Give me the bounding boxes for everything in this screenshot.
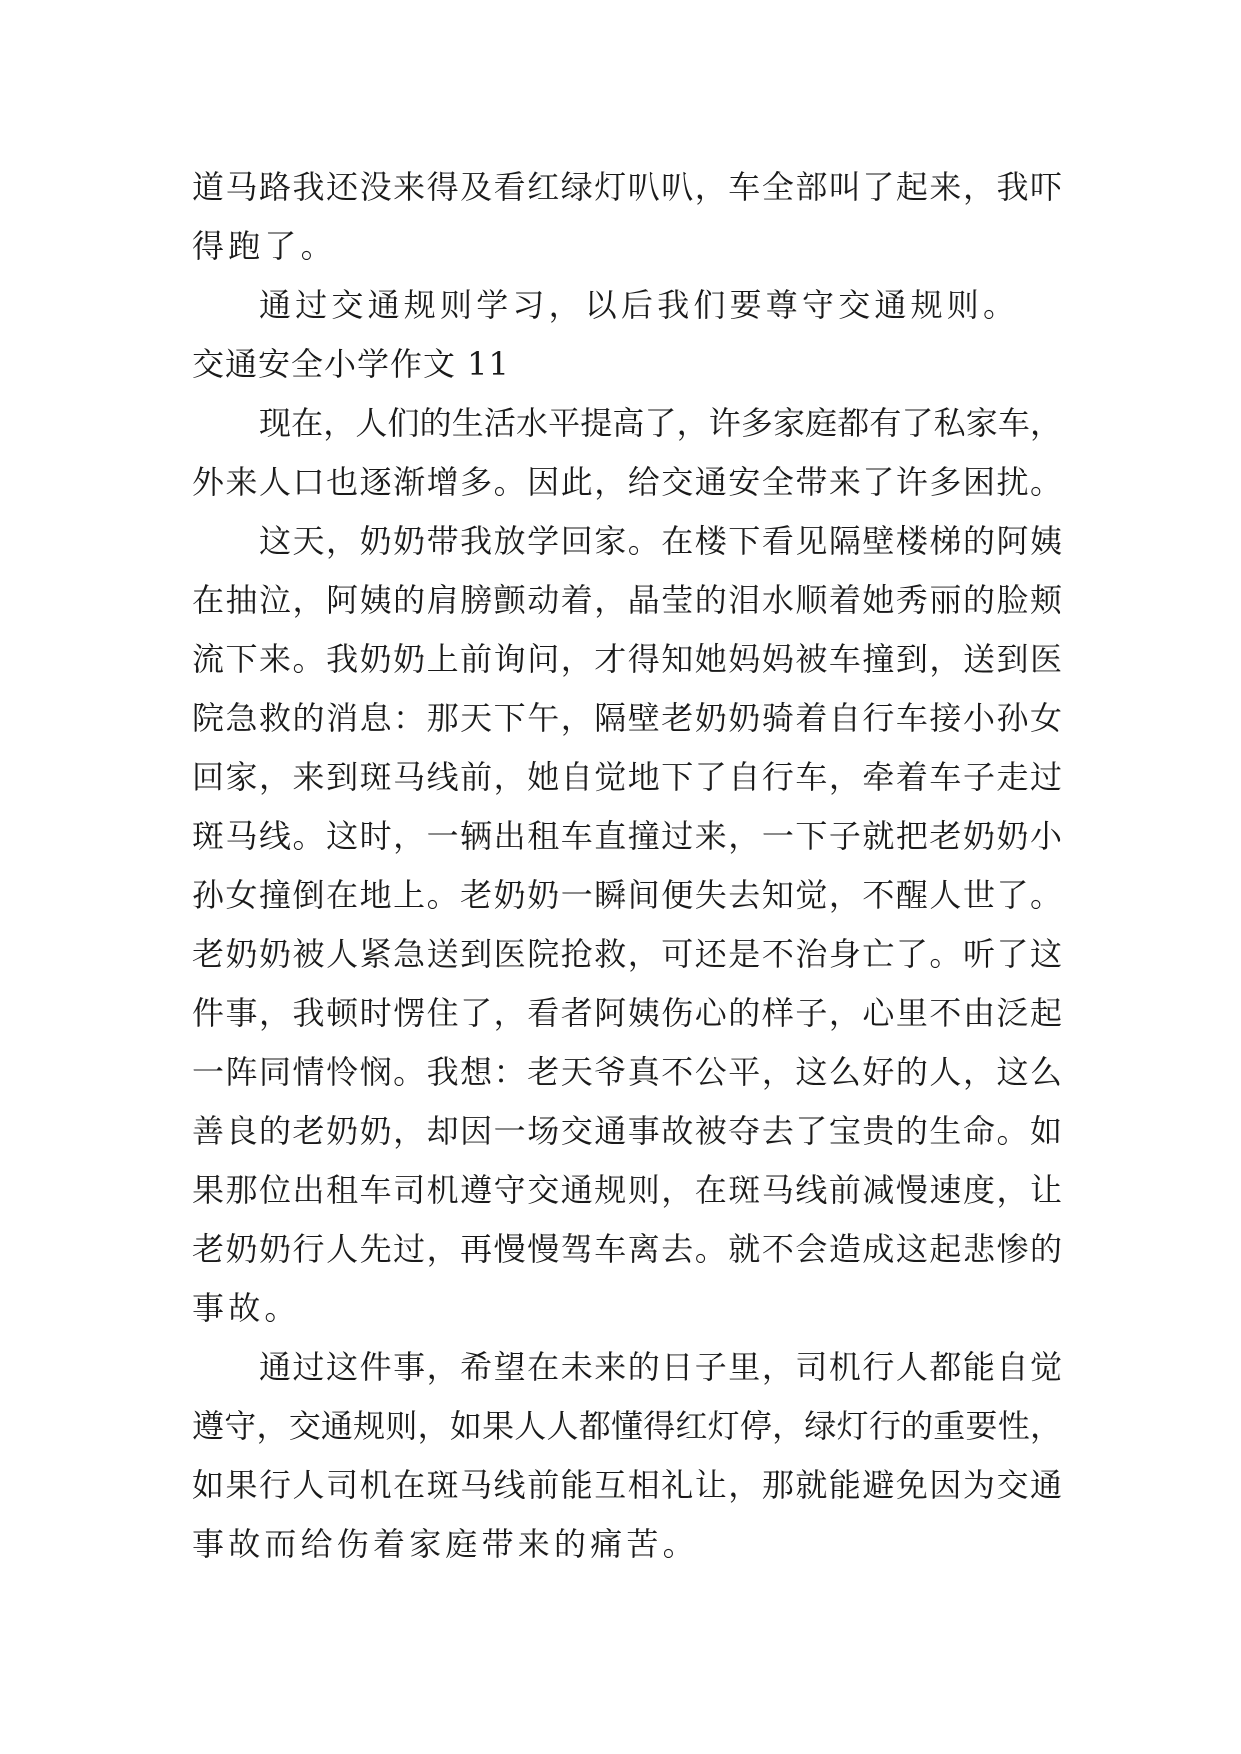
paragraph-line: 回家，来到斑马线前，她自觉地下了自行车，牵着车子走过: [192, 758, 1062, 796]
paragraph-line: 果那位出租车司机遵守交通规则，在斑马线前减慢速度，让: [192, 1171, 1062, 1209]
paragraph-line: 如果行人司机在斑马线前能互相礼让，那就能避免因为交通: [192, 1466, 1062, 1504]
paragraph-line: 通过交通规则学习，以后我们要尊守交通规则。: [259, 286, 1020, 324]
paragraph-line: 一阵同情怜悯。我想：老天爷真不公平，这么好的人，这么: [192, 1053, 1062, 1091]
paragraph-line: 斑马线。这时，一辆出租车直撞过来，一下子就把老奶奶小: [192, 817, 1062, 855]
paragraph-line: 现在，人们的生活水平提高了，许多家庭都有了私家车，: [259, 404, 1062, 442]
paragraph-line: 道马路我还没来得及看红绿灯叭叭，车全部叫了起来，我吓: [192, 168, 1062, 206]
paragraph-line: 老奶奶被人紧急送到医院抢救，可还是不治身亡了。听了这: [192, 935, 1062, 973]
essay-body: [192, 158, 1062, 1574]
paragraph-line: 件事，我顿时愣住了，看者阿姨伤心的样子，心里不由泛起: [192, 994, 1062, 1032]
paragraph-line: 事故而给伤着家庭带来的痛苦。: [192, 1525, 699, 1563]
paragraph-line: 在抽泣，阿姨的肩膀颤动着，晶莹的泪水顺着她秀丽的脸颊: [192, 581, 1062, 619]
paragraph-line: 通过这件事，希望在未来的日子里，司机行人都能自觉: [259, 1348, 1062, 1386]
paragraph-line: 遵守，交通规则，如果人人都懂得红灯停，绿灯行的重要性，: [192, 1407, 1062, 1445]
paragraph-line: 这天，奶奶带我放学回家。在楼下看见隔壁楼梯的阿姨: [259, 522, 1062, 560]
paragraph-line: 得跑了。: [192, 227, 337, 265]
paragraph-line: 外来人口也逐渐增多。因此，给交通安全带来了许多困扰。: [192, 463, 1062, 501]
paragraph-line: 事故。: [192, 1289, 301, 1327]
paragraph-line: 孙女撞倒在地上。老奶奶一瞬间便失去知觉，不醒人世了。: [192, 876, 1062, 914]
section-heading: 交通安全小学作文 11: [192, 345, 510, 383]
paragraph-line: 善良的老奶奶，却因一场交通事故被夺去了宝贵的生命。如: [192, 1112, 1062, 1150]
paragraph-line: 老奶奶行人先过，再慢慢驾车离去。就不会造成这起悲惨的: [192, 1230, 1062, 1268]
paragraph-line: 院急救的消息：那天下午，隔壁老奶奶骑着自行车接小孙女: [192, 699, 1062, 737]
paragraph-line: 流下来。我奶奶上前询问，才得知她妈妈被车撞到，送到医: [192, 640, 1062, 678]
